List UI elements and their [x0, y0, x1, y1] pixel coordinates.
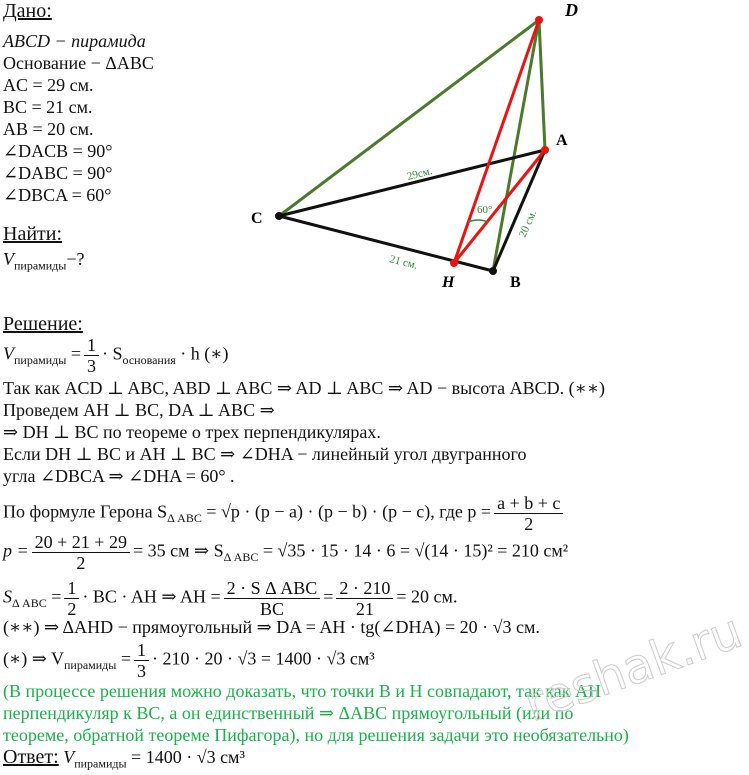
point-D: [535, 16, 543, 24]
solution-line: Если DH ⊥ BC и АН ⊥ BC ⇒ ∠DHA − линейный угол двугранного: [3, 444, 527, 464]
given-line: ABCD − пирамида: [3, 31, 146, 51]
given-line: BC = 21 см.: [3, 97, 93, 117]
point-A: [541, 146, 549, 154]
label-C: C: [251, 210, 263, 227]
given-line: Основание − ΔABC: [3, 53, 154, 73]
point-B: [489, 267, 497, 275]
given-title: Дано:: [3, 0, 52, 22]
edge-DC: [279, 20, 539, 216]
segment-HA: [454, 150, 545, 263]
label-AC-length: 29см.: [405, 165, 434, 183]
solution-line: Так как ACD ⊥ ABC, ABD ⊥ ABC ⇒ AD ⊥ ABC ⇒ AD − высота ABCD. (∗∗): [3, 378, 606, 398]
angle-arc: [468, 220, 488, 222]
label-angle: 60°: [477, 204, 493, 216]
solution-line: (∗∗) ⇒ ΔAHD − прямоугольный ⇒ DA = AH · tg(∠DHA) = 20 · √3 см.: [3, 617, 540, 637]
edge-DA: [539, 20, 545, 150]
given-line: ∠DBCA = 60°: [3, 185, 112, 205]
volume-result-line: (∗) ⇒ $V_{пирамиды}$ = $\frac{1}{3}$ · 210 · 20 · √3 = 1400 · √3 см³: [3, 640, 375, 681]
solution-line: ⇒ DH ⊥ BC по теореме о трех перпендикулярах.: [3, 422, 381, 442]
watermark-logo: reshak.ru: [517, 602, 749, 734]
solution-title: Решение:: [3, 313, 83, 335]
answer-line: Ответ: $V_{пирамиды} = 1400 \cdot √3$ см³: [3, 746, 245, 771]
solution-line: угла ∠DBCA ⇒ ∠DHA = 60° .: [3, 466, 235, 486]
find-title: Найти:: [3, 223, 63, 245]
given-line: ∠DABC = 90°: [3, 163, 113, 183]
label-D: D: [565, 0, 578, 20]
given-line: AB = 20 см.: [3, 119, 94, 139]
point-H: [450, 259, 458, 267]
label-BC-length: 21 см.: [388, 253, 419, 272]
label-H: H: [442, 274, 455, 291]
given-line: ∠DACB = 90°: [3, 141, 113, 161]
volume-formula: $V_{пирамиды}$ = $\frac{1}{3}$ · $S_{основания} \cdot h$ (∗): [3, 335, 229, 376]
edge-AB: [493, 150, 545, 271]
point-C: [275, 212, 283, 220]
find-line: $V_{пирамиды}-$?: [3, 249, 85, 273]
label-AB-length: 20 см.: [516, 208, 540, 240]
given-line: AC = 29 см.: [3, 75, 94, 95]
solution-line: Проведем АН ⊥ BC, DA ⊥ ABC ⇒: [3, 400, 275, 420]
note-line: теореме, обратной теореме Пифагора), но для решения задачи это необязательно): [3, 725, 629, 745]
label-A: A: [556, 132, 568, 149]
semiperimeter-line: p = $\frac{20 + 21 + 29}{2}$ = 35 см ⇒ $S_{\Delta ABC} = √35 \cdot 15 \cdot 14 \cdot 6 = √(14 \cdot 15)^2 = 210$ см²: [3, 532, 569, 573]
note-line: перпендикуляр к BC, а он единственный ⇒ ΔABC прямоугольный (или по: [3, 703, 574, 723]
label-B: B: [510, 274, 521, 291]
edge-DB: [493, 20, 539, 271]
height-line: $S_{\Delta ABC}$ = $\frac{1}{2}$ · BC · AH ⇒ AH = $\frac{\text{2 · S Δ ABC}}{BC}$ = $\frac{2 \cdot 210}{21}$ = 20 см.: [3, 578, 458, 619]
heron-line: По формуле Герона $S_{\Delta ABC} = √p \cdot (p - a) \cdot (p - b) \cdot (p - c)$, где p = $\frac{a + b + c}{2}$: [3, 493, 566, 534]
note-line: (В процессе решения можно доказать, что точки B и H совпадают, так как AH: [3, 681, 602, 701]
